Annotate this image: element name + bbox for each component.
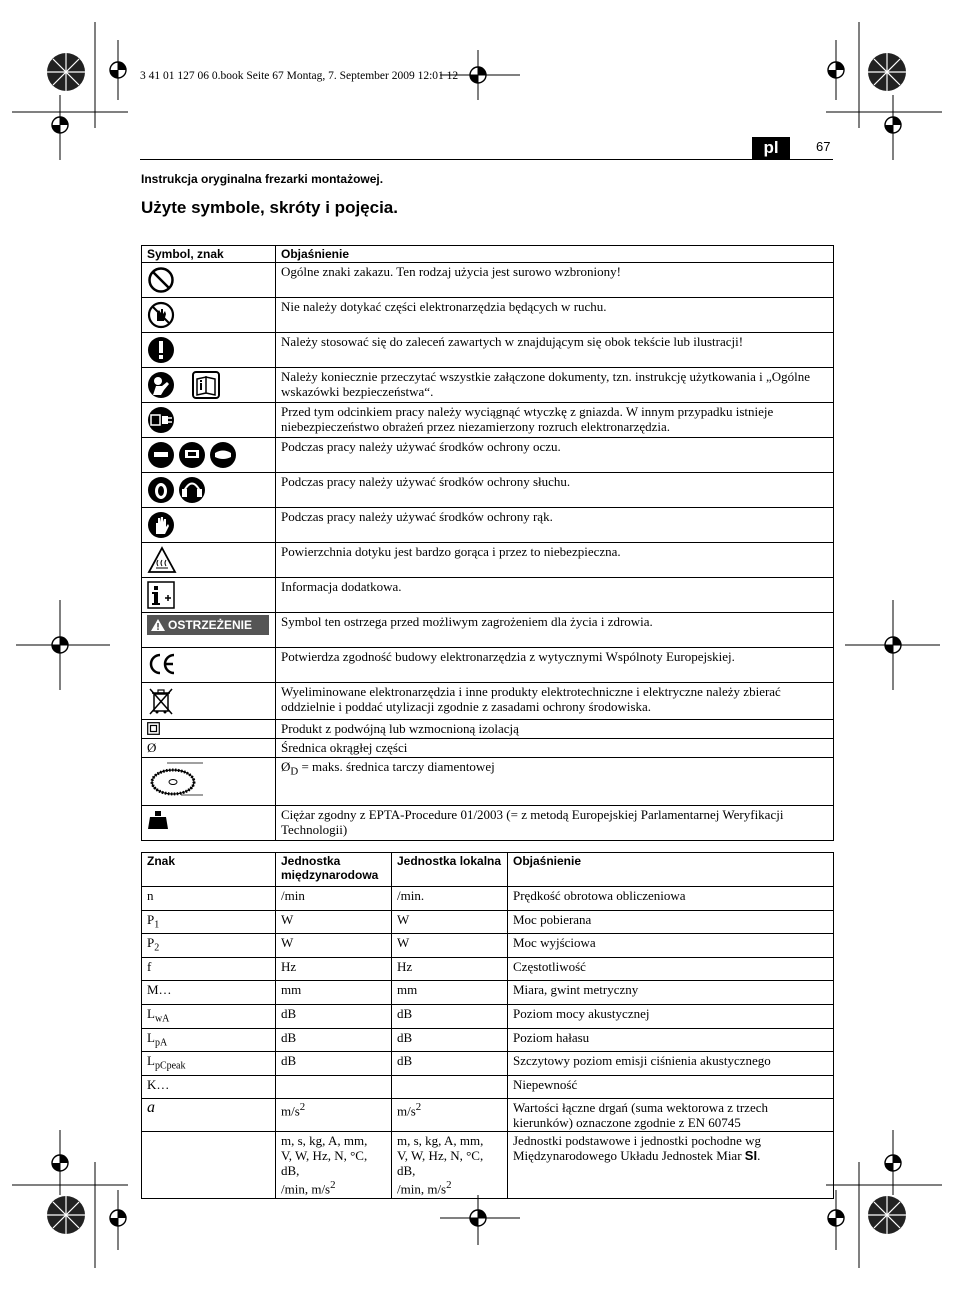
- unit-sign: [142, 1132, 276, 1198]
- unit-explanation: Szczytowy poziom emisji ciśnienia akustycznego: [508, 1052, 834, 1076]
- warning-badge: OSTRZEŻENIE: [147, 615, 269, 635]
- table-row: [142, 403, 834, 438]
- unit-local: dB: [392, 1028, 508, 1052]
- unit-intl: /min: [276, 887, 392, 911]
- row-text: Ciężar zgodny z EPTA-Procedure 01/2003 (= z metodą Europejskiej Parlamentarnej Weryfikacji Technologii): [276, 806, 834, 841]
- row-text: Przed tym odcinkiem pracy należy wyciągnąć wtyczkę z gniazda. W innym przypadku istnieje niebezpieczeństwo obrażeń przez niezamierzony rozruch elektronarzędzia.: [276, 403, 834, 438]
- page-number: 67: [816, 139, 831, 154]
- table-row: [142, 368, 834, 403]
- unit-sign: n: [142, 887, 276, 911]
- unit-explanation: Moc pobierana: [508, 910, 834, 934]
- weight-icon: [147, 809, 169, 831]
- unit-local: dB: [392, 1004, 508, 1028]
- warning-triangle-icon: [151, 619, 165, 631]
- unit-explanation: Wartości łączne drgań (suma wektorowa z trzech kierunków) oznaczone zgodnie z EN 60745: [508, 1099, 834, 1132]
- table-row: [142, 543, 834, 578]
- table-row: [142, 578, 834, 613]
- no-touch-icon: [147, 301, 175, 329]
- unit-local: /min.: [392, 887, 508, 911]
- table-row: [142, 648, 834, 683]
- row-text: Powierzchnia dotyku jest bardzo gorąca i przez to niebezpieczna.: [276, 543, 834, 578]
- row-text: Średnica okrągłej części: [276, 739, 834, 758]
- row-text: Ogólne znaki zakazu. Ten rodzaj użycia jest surowo wzbroniony!: [276, 263, 834, 298]
- unit-local: m, s, kg, A, mm, V, W, Hz, N, °C, dB, /min, $m/s^2$: [392, 1132, 508, 1198]
- unit-intl: dB: [276, 1028, 392, 1052]
- prohibition-icon: [147, 266, 175, 294]
- table-row: [142, 934, 834, 958]
- row-text: Podczas pracy należy używać środków ochrony oczu.: [276, 438, 834, 473]
- header-rule: [140, 159, 833, 160]
- table-row: [142, 333, 834, 368]
- read-manual-icon: [147, 371, 175, 399]
- row-text: Potwierdza zgodność budowy elektronarzędzia z wytycznymi Wspólnoty Europejskiej.: [276, 648, 834, 683]
- units-table: [141, 852, 834, 1199]
- unit-sign: $P_2$: [142, 934, 276, 958]
- unit-intl: W: [276, 910, 392, 934]
- unit-local: W: [392, 910, 508, 934]
- table-row: [142, 473, 834, 508]
- manual-book-icon: [192, 371, 220, 399]
- unit-intl: mm: [276, 981, 392, 1005]
- unit-intl: $m/s^2$: [276, 1099, 392, 1132]
- unit-local: $m/s^2$: [392, 1099, 508, 1132]
- unit-local: Hz: [392, 957, 508, 981]
- doc-title: Użyte symbole, skróty i pojęcia.: [141, 198, 398, 217]
- unit-sign: a: [142, 1099, 276, 1132]
- table-row: [142, 887, 834, 911]
- table-row: [142, 981, 834, 1005]
- unit-intl: dB: [276, 1004, 392, 1028]
- unit-sign: K…: [142, 1075, 276, 1099]
- table-row: [142, 758, 834, 806]
- unit-local: [392, 1075, 508, 1099]
- unit-explanation: Jednostki podstawowe i jednostki pochodne wg Międzynarodowego Układu Jednostek Miar SI.: [508, 1132, 834, 1198]
- table-row: [142, 1052, 834, 1076]
- table-row: [142, 683, 834, 720]
- row-text: Należy koniecznie przeczytać wszystkie załączone dokumenty, tzn. instrukcję użytkowania i „Ogólne wskazówki bezpieczeństwa“.: [276, 368, 834, 403]
- unit-sign: M…: [142, 981, 276, 1005]
- table-header-row: [142, 246, 834, 263]
- col-header-local-unit: Jednostka lokalna: [392, 853, 508, 887]
- language-badge: pl: [752, 137, 790, 159]
- table-row: [142, 910, 834, 934]
- unit-sign: $P_1$: [142, 910, 276, 934]
- table-row: [142, 1004, 834, 1028]
- unit-intl: [276, 1075, 392, 1099]
- double-insulation-icon: [147, 722, 160, 735]
- table-row: [142, 1132, 834, 1198]
- unit-sign: $L_{wA}$: [142, 1004, 276, 1028]
- ear-protection-icon: [147, 476, 207, 504]
- table-header-row: [142, 853, 834, 887]
- unit-local: mm: [392, 981, 508, 1005]
- unit-explanation: Poziom mocy akustycznej: [508, 1004, 834, 1028]
- col-header-intl-unit: Jednostka międzynarodowa: [276, 853, 392, 887]
- unit-sign: $L_{pCpeak}$: [142, 1052, 276, 1076]
- unit-sign: $L_{pA}$: [142, 1028, 276, 1052]
- row-text: Wyeliminowane elektronarzędzia i inne produkty elektrotechniczne i elektryczne należy zbierać oddzielnie i poddać utylizacji zgodnie z zasadami ochrony środowiska.: [276, 683, 834, 720]
- unit-intl: Hz: [276, 957, 392, 981]
- table-row: [142, 613, 834, 648]
- unit-explanation: Niepewność: [508, 1075, 834, 1099]
- hand-protection-icon: [147, 511, 175, 539]
- unit-local: dB: [392, 1052, 508, 1076]
- unit-explanation: Prędkość obrotowa obliczeniowa: [508, 887, 834, 911]
- table-row: [142, 263, 834, 298]
- table-row: [142, 806, 834, 841]
- symbols-table: [141, 245, 834, 841]
- row-text: Należy stosować się do zaleceń zawartych w znajdującym się obok tekście lub ilustracji!: [276, 333, 834, 368]
- unit-sign: f: [142, 957, 276, 981]
- row-text: Symbol ten ostrzega przed możliwym zagrożeniem dla życia i zdrowia.: [276, 613, 834, 648]
- table-row: [142, 438, 834, 473]
- table-row: [142, 957, 834, 981]
- unplug-icon: [147, 406, 175, 434]
- info-icon: [147, 581, 175, 609]
- diameter-icon: Ø: [142, 739, 276, 758]
- row-text: Informacja dodatkowa.: [276, 578, 834, 613]
- unit-explanation: Miara, gwint metryczny: [508, 981, 834, 1005]
- unit-intl: dB: [276, 1052, 392, 1076]
- unit-explanation: Poziom hałasu: [508, 1028, 834, 1052]
- row-text: $Ø_D$ = maks. średnica tarczy diamentowej: [276, 758, 834, 806]
- hot-surface-icon: [147, 546, 177, 574]
- unit-local: W: [392, 934, 508, 958]
- table-row: [142, 739, 834, 758]
- col-header-explanation: Objaśnienie: [276, 246, 834, 263]
- diamond-disc-icon: [147, 761, 217, 799]
- table-row: [142, 720, 834, 739]
- unit-intl: W: [276, 934, 392, 958]
- unit-explanation: Częstotliwość: [508, 957, 834, 981]
- exclamation-icon: [147, 336, 175, 364]
- weee-bin-icon: [147, 686, 175, 716]
- col-header-sign: Znak: [142, 853, 276, 887]
- print-header: 3 41 01 127 06 0.book Seite 67 Montag, 7. September 2009 12:01 12: [140, 70, 459, 82]
- table-row: [142, 298, 834, 333]
- table-row: [142, 508, 834, 543]
- row-text: Produkt z podwójną lub wzmocnioną izolacją: [276, 720, 834, 739]
- ce-mark-icon: [147, 651, 177, 677]
- col-header-symbol: Symbol, znak: [142, 246, 276, 263]
- table-row: [142, 1075, 834, 1099]
- table-row: [142, 1099, 834, 1132]
- row-text: Podczas pracy należy używać środków ochrony rąk.: [276, 508, 834, 543]
- row-text: Nie należy dotykać części elektronarzędzia będących w ruchu.: [276, 298, 834, 333]
- col-header-explanation: Objaśnienie: [508, 853, 834, 887]
- table-row: [142, 1028, 834, 1052]
- unit-intl: m, s, kg, A, mm, V, W, Hz, N, °C, dB, /min, $m/s^2$: [276, 1132, 392, 1198]
- eye-protection-icon: [147, 441, 237, 469]
- doc-subtitle: Instrukcja oryginalna frezarki montażowej.: [141, 172, 384, 186]
- row-text: Podczas pracy należy używać środków ochrony słuchu.: [276, 473, 834, 508]
- unit-explanation: Moc wyjściowa: [508, 934, 834, 958]
